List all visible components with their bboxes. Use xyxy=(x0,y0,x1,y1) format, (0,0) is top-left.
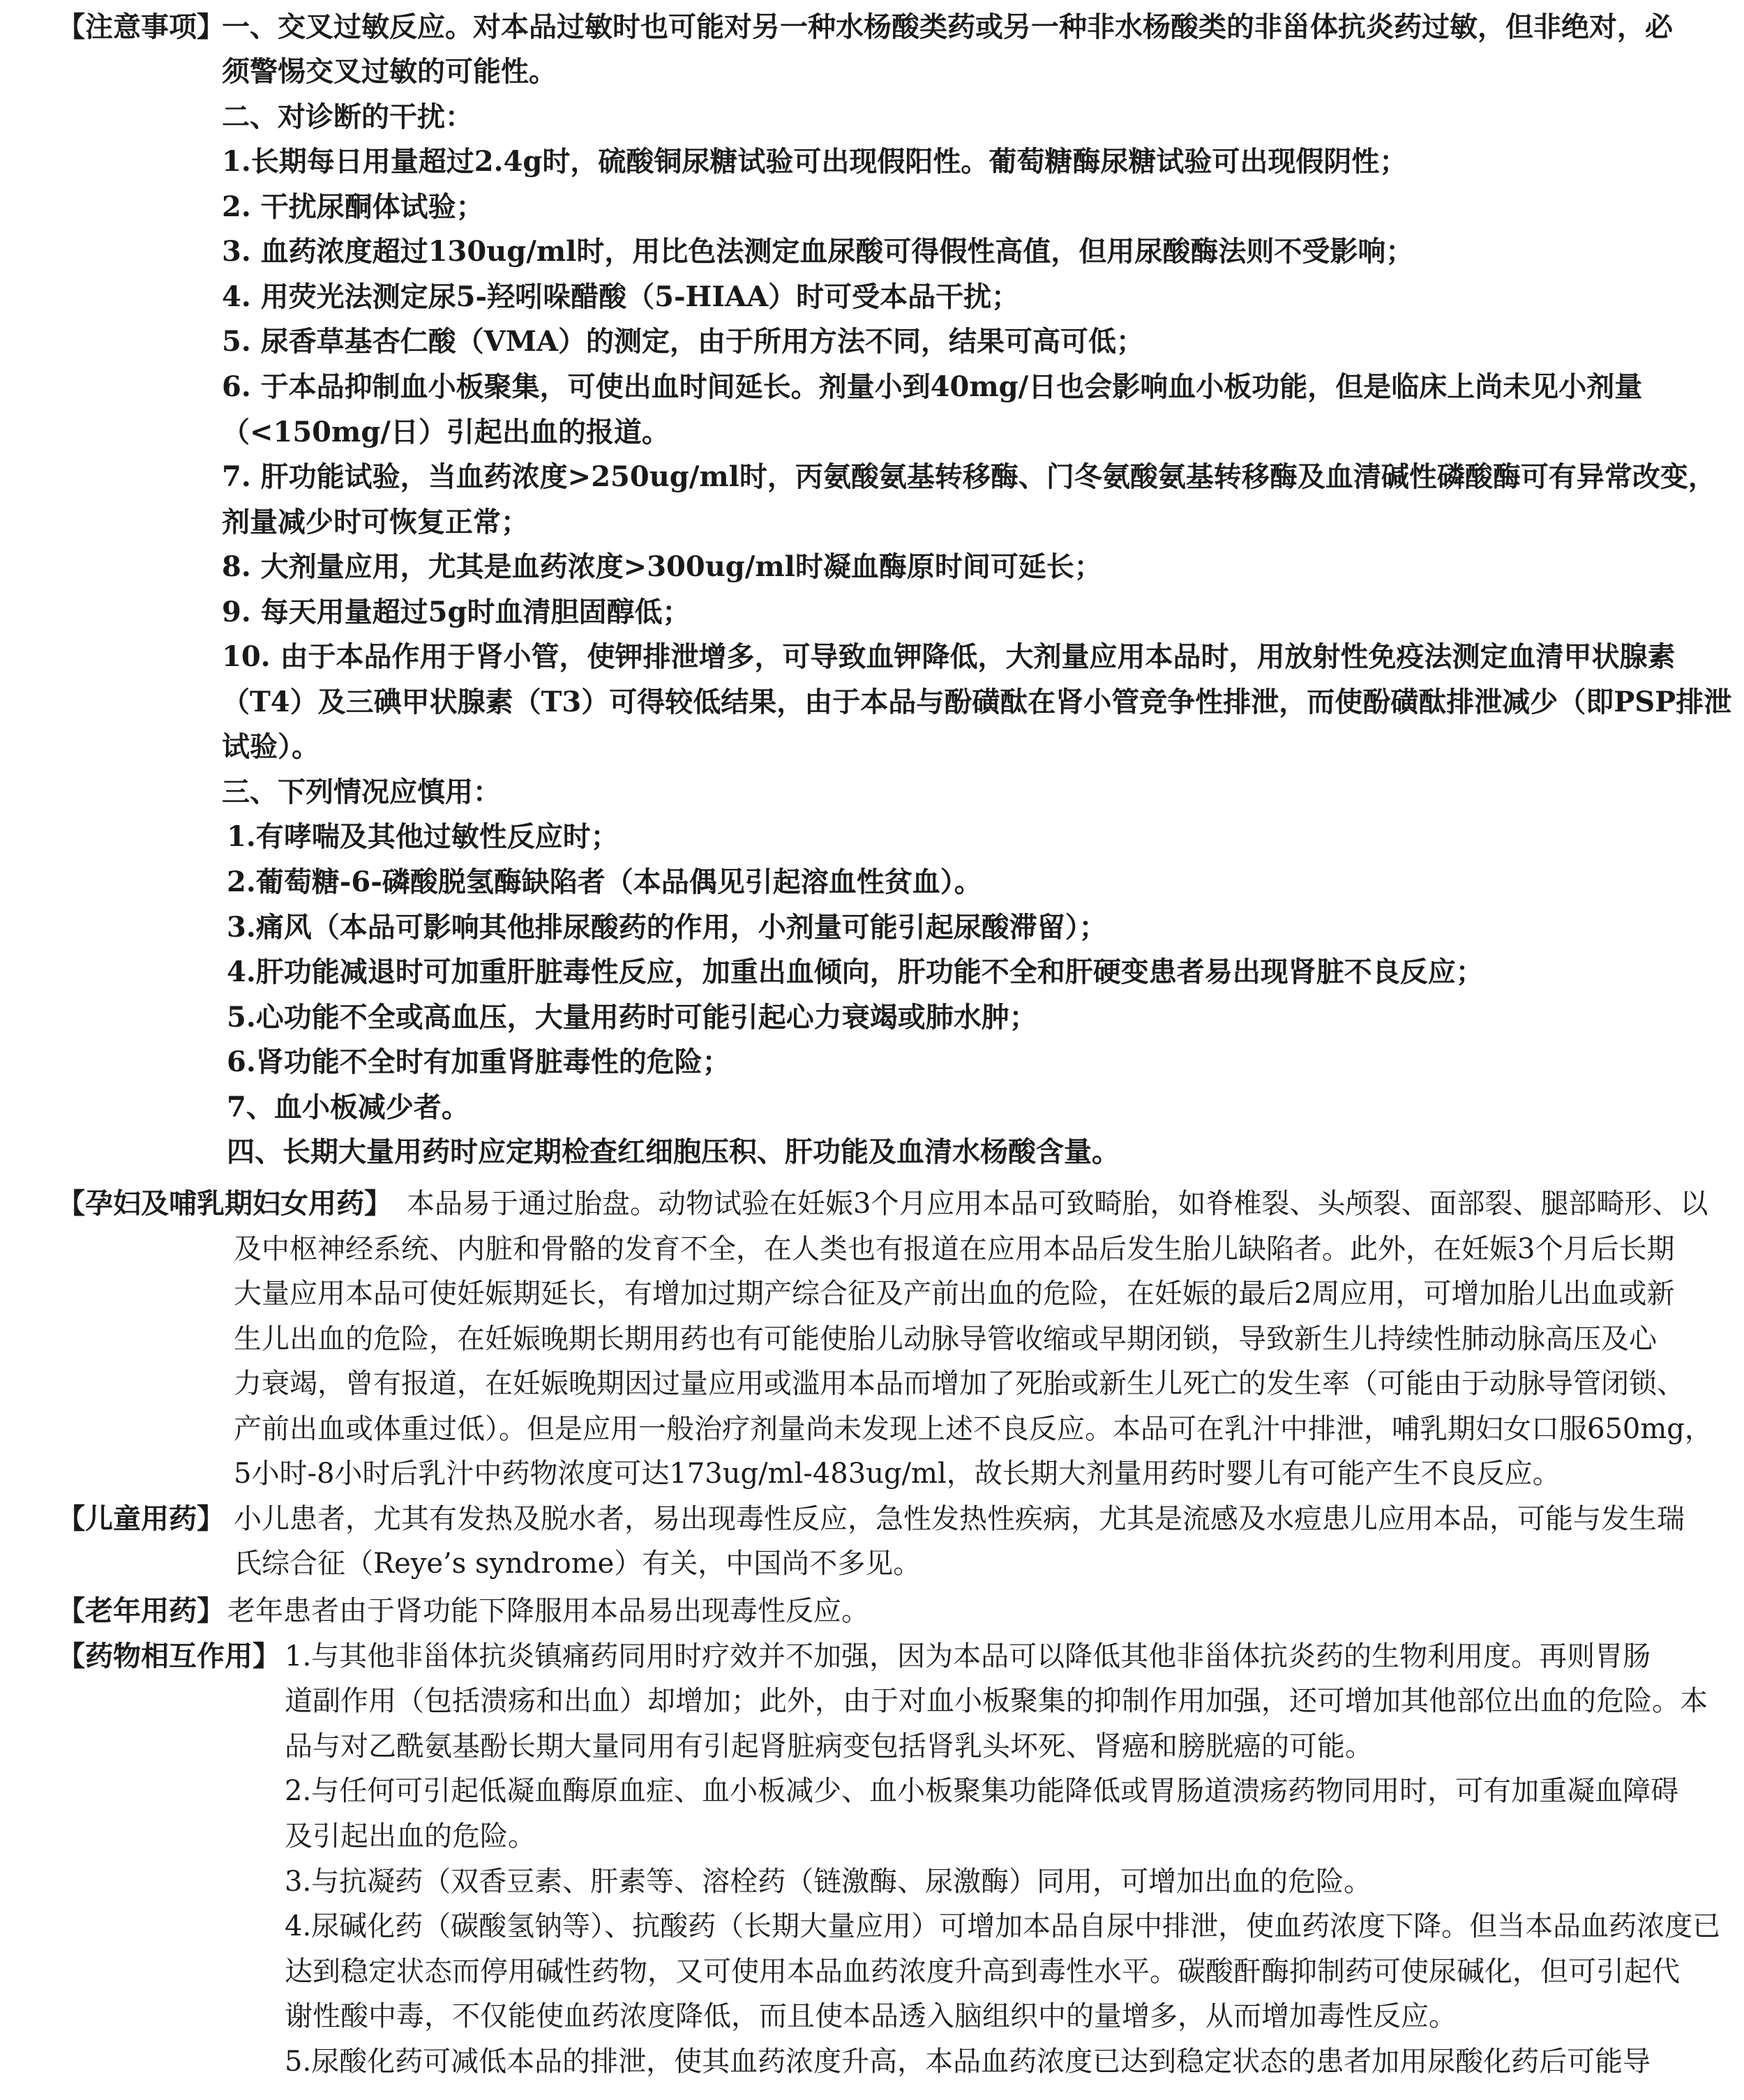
section-heading-interactions: 【药物相互作用】 xyxy=(57,1640,280,1672)
interactions-line: 4.尿碱化药（碳酸氢钠等）、抗酸药（长期大量应用）可增加本品自尿中排泄，使血药浓度下降。但当本品血药浓度已 xyxy=(285,1910,1721,1942)
precautions-line: 7、血小板减少者。 xyxy=(227,1091,469,1124)
precautions-line: 4.肝功能减退时可加重肝脏毒性反应，加重出血倾向，肝功能不全和肝硬变患者易出现肾脏不良反应； xyxy=(227,955,1484,988)
precautions-line: 9. 每天用量超过5g时血清胆固醇低； xyxy=(222,596,691,628)
precautions-line: （<150mg/日）引起出血的报道。 xyxy=(222,416,670,448)
precautions-line: 一、交叉过敏反应。对本品过敏时也可能对另一种水杨酸类药或另一种非水杨酸类的非甾体抗炎药过敏，但非绝对，必 xyxy=(222,10,1673,43)
precautions-line: 5. 尿香草基杏仁酸（VMA）的测定，由于所用方法不同，结果可高可低； xyxy=(222,325,1145,358)
interactions-line: 达到稳定状态而停用碱性药物，又可使用本品血药浓度升高到毒性水平。碳酸酐酶抑制药可使尿碱化，但可引起代 xyxy=(285,1956,1680,1988)
precautions-line: 四、长期大量用药时应定期检查红细胞压积、肝功能及血清水杨酸含量。 xyxy=(227,1135,1120,1168)
precautions-line: 6.肾功能不全时有加重肾脏毒性的危险； xyxy=(227,1045,730,1078)
precautions-line: 1.有哮喘及其他过敏性反应时； xyxy=(227,820,619,853)
interactions-line: 品与对乙酰氨基酚长期大量同用有引起肾脏病变包括肾乳头坏死、肾癌和膀胱癌的可能。 xyxy=(285,1730,1373,1762)
pregnancy-line: 力衰竭，曾有报道，在妊娠晚期因过量应用或滥用本品而增加了死胎或新生儿死亡的发生率（可能由于动脉导管闭锁、 xyxy=(234,1368,1685,1400)
pregnancy-line: 产前出血或体重过低）。但是应用一般治疗剂量尚未发现上述不良反应。本品可在乳汁中排泄，哺乳期妇女口服650mg， xyxy=(234,1413,1713,1445)
interactions-line: 道副作用（包括溃疡和出血）却增加；此外，由于对血小板聚集的抑制作用加强，还可增加其他部位出血的危险。本 xyxy=(285,1685,1708,1717)
elderly-line: 老年患者由于肾功能下降服用本品易出现毒性反应。 xyxy=(227,1595,869,1627)
precautions-line: 8. 大剂量应用，尤其是血药浓度>300ug/ml时凝血酶原时间可延长； xyxy=(222,550,1102,583)
precautions-line: 2.葡萄糖-6-磷酸脱氢酶缺陷者（本品偶见引起溶血性贫血）。 xyxy=(227,866,982,898)
precautions-line: 二、对诊断的干扰： xyxy=(222,100,473,133)
pregnancy-line: 5小时-8小时后乳汁中药物浓度可达173ug/ml-483ug/ml，故长期大剂量用药时婴儿有可能产生不良反应。 xyxy=(234,1458,1561,1490)
section-heading-children: 【儿童用药】 xyxy=(57,1502,225,1535)
precautions-line: （T4）及三碘甲状腺素（T3）可得较低结果，由于本品与酚磺酞在肾小管竞争性排泄，而使酚磺酞排泄减少（即PSP排泄 xyxy=(222,686,1732,718)
precautions-line: 3.痛风（本品可影响其他排尿酸药的作用，小剂量可能引起尿酸滞留）； xyxy=(227,911,1107,944)
pregnancy-line: 及中枢神经系统、内脏和骨骼的发育不全，在人类也有报道在应用本品后发生胎儿缺陷者。此外，在妊娠3个月后长期 xyxy=(234,1233,1675,1265)
precautions-line: 5.心功能不全或高血压，大量用药时可能引起心力衰竭或肺水肿； xyxy=(227,1001,1037,1034)
pregnancy-line: 生儿出血的危险，在妊娠晚期长期用药也有可能使胎儿动脉导管收缩或早期闭锁，导致新生儿持续性肺动脉高压及心 xyxy=(234,1323,1657,1355)
interactions-line: 及引起出血的危险。 xyxy=(285,1820,536,1852)
precautions-line: 7. 肝功能试验，当血药浓度>250ug/ml时，丙氨酸氨基转移酶、门冬氨酸氨基转移酶及血清碱性磷酸酶可有异常改变， xyxy=(222,460,1716,493)
precautions-line: 1.长期每日用量超过2.4g时，硫酸铜尿糖试验可出现假阳性。葡萄糖酶尿糖试验可出现假阴性； xyxy=(222,145,1408,178)
precautions-line: 6. 于本品抑制血小板聚集，可使出血时间延长。剂量小到40mg/日也会影响血小板功能，但是临床上尚未见小剂量 xyxy=(222,370,1643,403)
interactions-line: 3.与抗凝药（双香豆素、肝素等、溶栓药（链激酶、尿激酶）同用，可增加出血的危险。 xyxy=(285,1866,1372,1898)
interactions-line: 谢性酸中毒，不仅能使血药浓度降低，而且使本品透入脑组织中的量增多，从而增加毒性反应。 xyxy=(285,2000,1457,2032)
precautions-line: 2. 干扰尿酮体试验； xyxy=(222,190,484,223)
precautions-line: 剂量减少时可恢复正常； xyxy=(222,506,529,538)
children-line: 氏综合征（Reye’s syndrome）有关，中国尚不多见。 xyxy=(234,1548,922,1580)
precautions-line: 3. 血药浓度超过130ug/ml时，用比色法测定血尿酸可得假性高值，但用尿酸酶法则不受影响； xyxy=(222,235,1414,268)
precautions-line: 4. 用荧光法测定尿5-羟吲哚醋酸（5-HIAA）时可受本品干扰； xyxy=(222,280,1020,313)
section-heading-elderly: 【老年用药】 xyxy=(57,1594,225,1627)
section-heading-precautions: 【注意事项】 xyxy=(57,10,225,43)
pregnancy-line: 大量应用本品可使妊娠期延长，有增加过期产综合征及产前出血的危险，在妊娠的最后2周应用，可增加胎儿出血或新 xyxy=(234,1278,1675,1310)
interactions-line: 2.与任何可引起低凝血酶原血症、血小板减少、血小板聚集功能降低或胃肠道溃疡药物同用时，可有加重凝血障碍 xyxy=(285,1775,1679,1807)
interactions-line: 1.与其他非甾体抗炎镇痛药同用时疗效并不加强，因为本品可以降低其他非甾体抗炎药的生物利用度。再则胃肠 xyxy=(285,1640,1651,1672)
precautions-line: 10. 由于本品作用于肾小管，使钾排泄增多，可导致血钾降低，大剂量应用本品时，用放射性免疫法测定血清甲状腺素 xyxy=(222,640,1676,673)
section-heading-pregnancy: 【孕妇及哺乳期妇女用药】 xyxy=(57,1187,392,1220)
precautions-line: 三、下列情况应慎用： xyxy=(222,776,501,808)
pregnancy-line: 本品易于通过胎盘。动物试验在妊娠3个月应用本品可致畸胎，如脊椎裂、头颅裂、面部裂、腿部畸形、以 xyxy=(407,1188,1708,1220)
precautions-line: 试验）。 xyxy=(222,730,320,763)
precautions-line: 须警惕交叉过敏的可能性。 xyxy=(222,55,557,88)
children-line: 小儿患者，尤其有发热及脱水者，易出现毒性反应，急性发热性疾病，尤其是流感及水痘患儿应用本品，可能与发生瑞 xyxy=(234,1503,1685,1535)
interactions-line: 5.尿酸化药可减低本品的排泄，使其血药浓度升高，本品血药浓度已达到稳定状态的患者加用尿酸化药后可能导 xyxy=(285,2046,1651,2078)
